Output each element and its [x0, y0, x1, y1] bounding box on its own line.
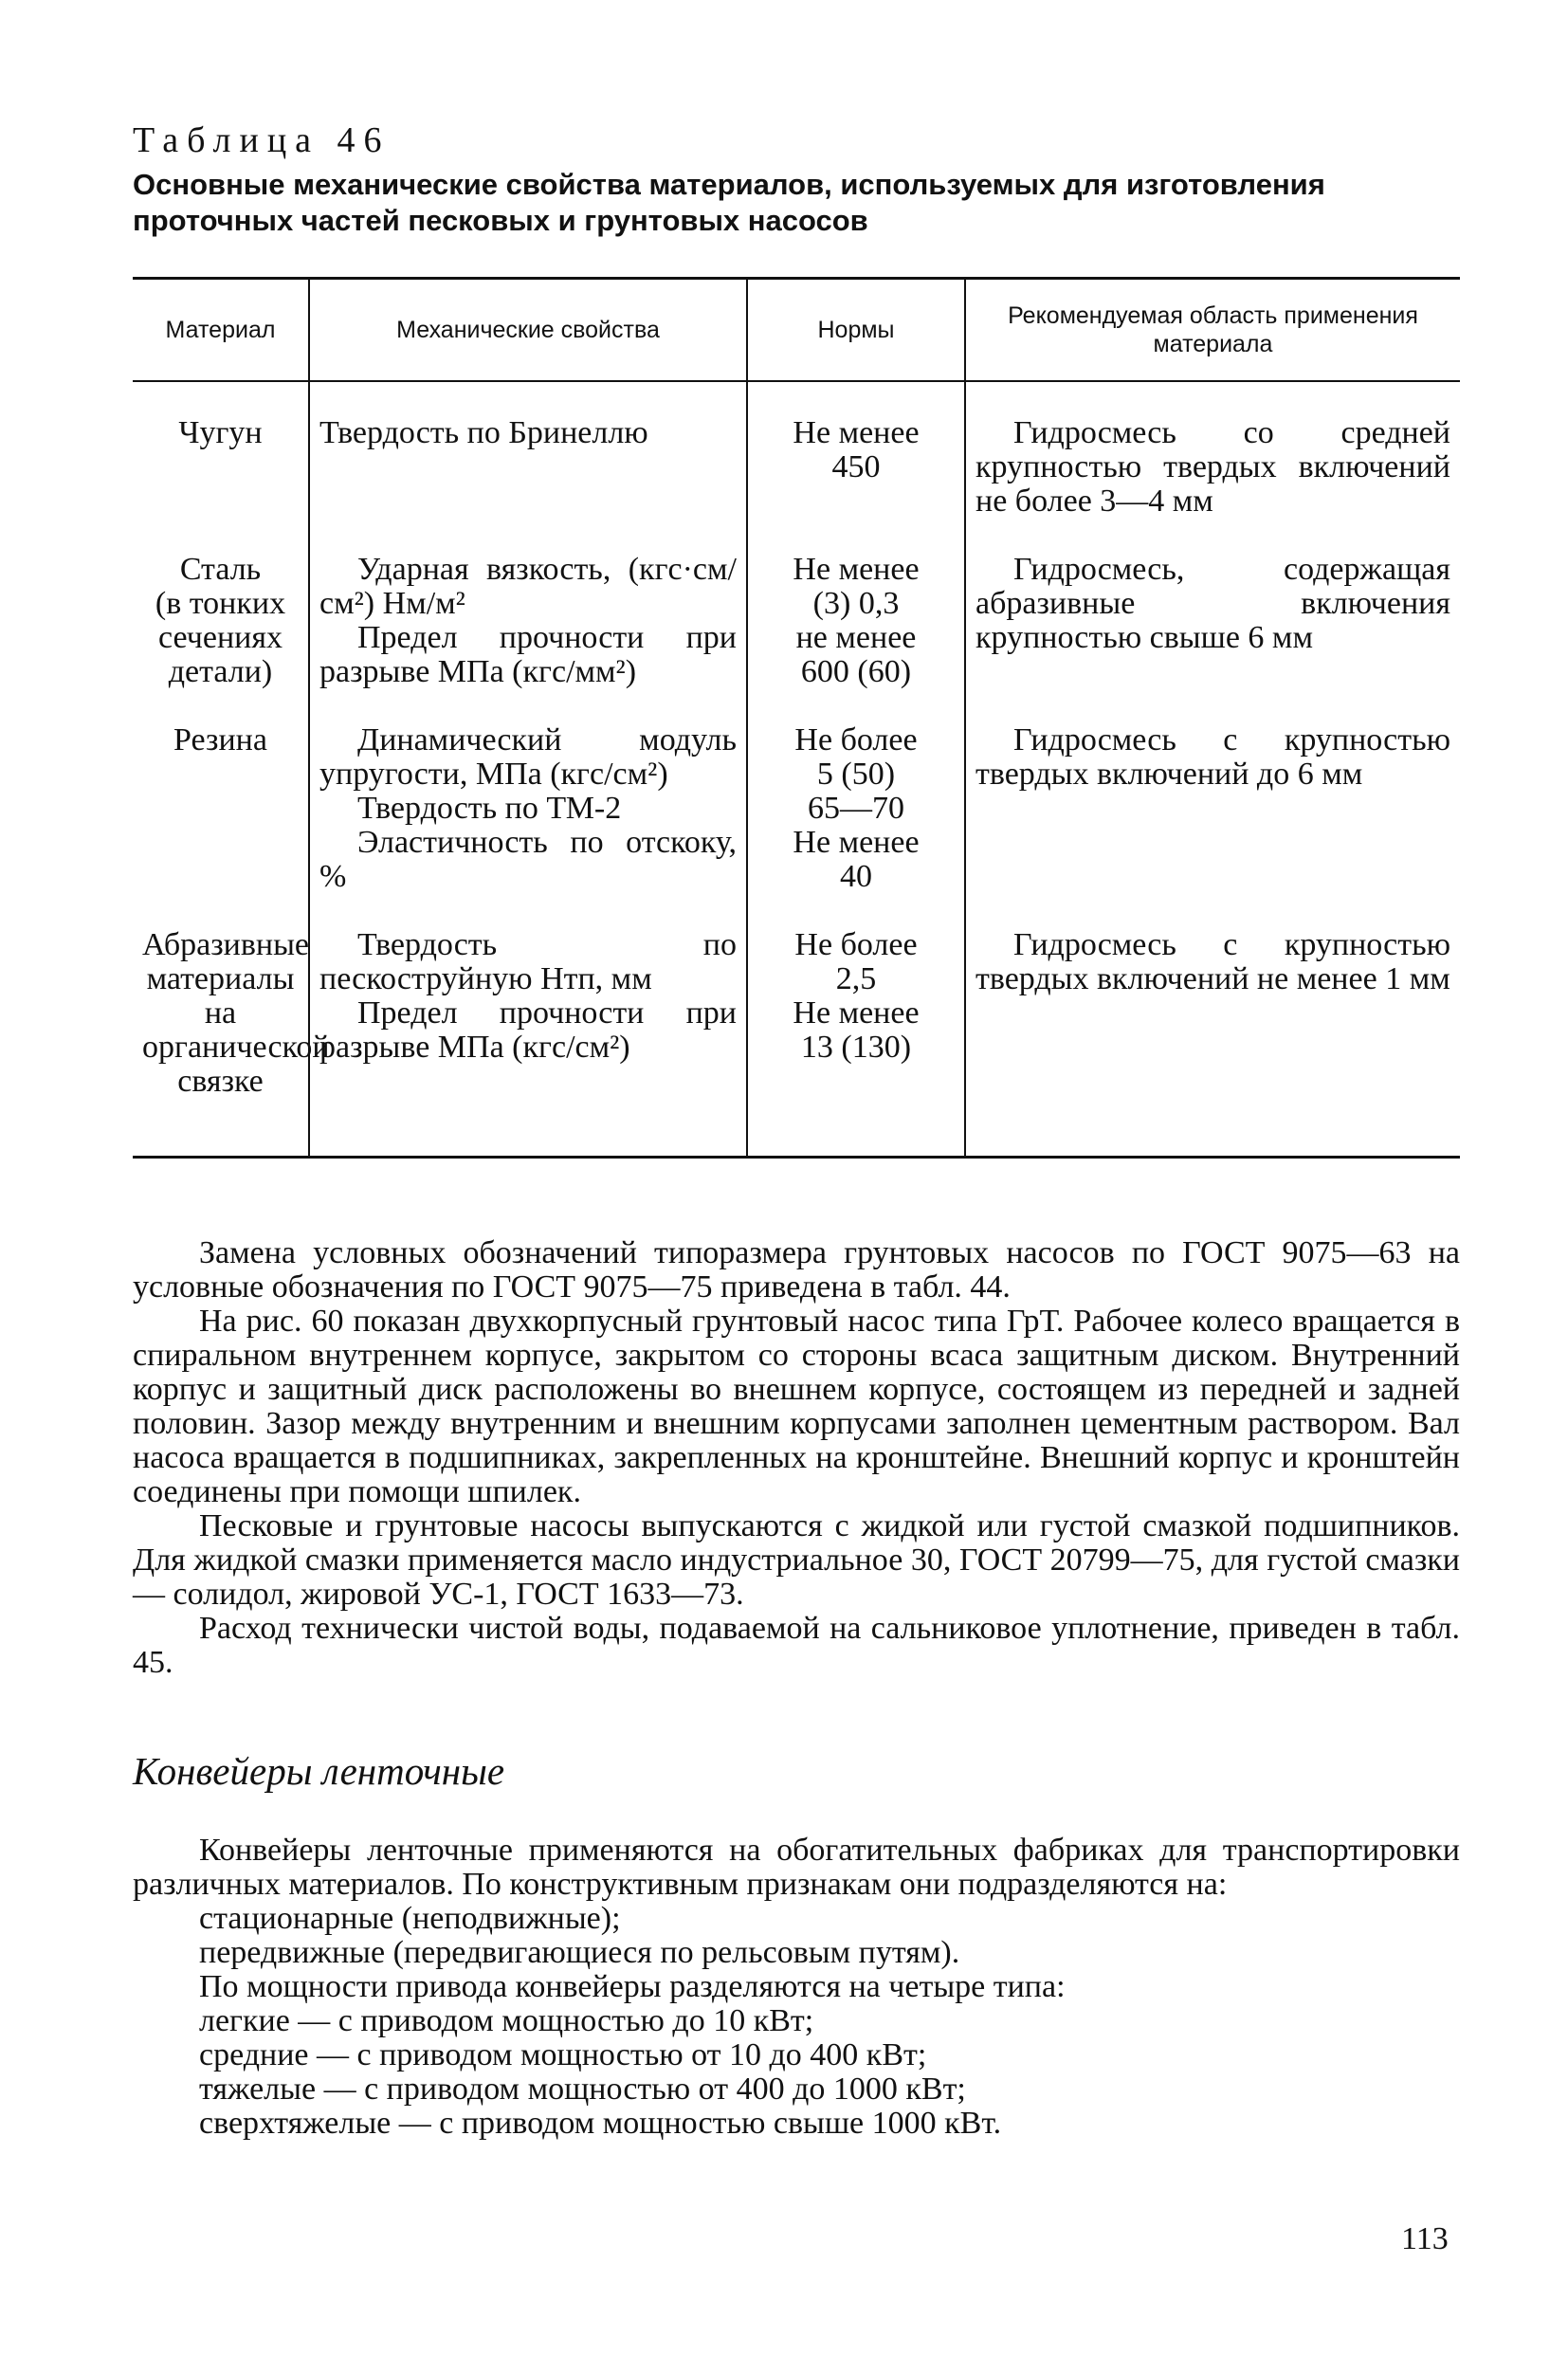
table-row — [133, 928, 1460, 1158]
properties-table — [133, 277, 1460, 1159]
material-line: Абразивные — [142, 927, 310, 962]
material-line: органической — [142, 1030, 330, 1065]
norm-line: Не более — [794, 722, 918, 758]
section-heading: Конвейеры ленточные — [133, 1749, 505, 1793]
paragraph: Замена условных обозначений типоразмера грунтовых насосов по ГОСТ 9075—63 на условные обозначения по ГОСТ 9075—75 приведена в табл. 44. — [133, 1235, 1460, 1305]
property-line: Динамический модуль упругости, МПа (кгс/см²) — [319, 722, 737, 792]
table-row — [133, 381, 1460, 553]
table-row — [133, 723, 1460, 928]
paragraph: Расход технически чистой воды, подаваемой на сальниковое уплотнение, приведен в табл. 45. — [133, 1611, 1460, 1680]
header-norms: Нормы — [747, 279, 965, 382]
list-item: стационарные (неподвижные); — [199, 1901, 621, 1936]
page-number: 113 — [1401, 2221, 1449, 2256]
material-line: (в тонких — [155, 586, 286, 621]
norm-line: 65—70 — [808, 791, 904, 826]
material-line: связке — [177, 1064, 264, 1099]
norm-line: Не менее — [793, 825, 920, 860]
table-row — [133, 553, 1460, 723]
material-line: материалы на — [146, 961, 295, 1031]
norm-line: не менее — [795, 620, 917, 655]
material-line: Сталь — [179, 552, 262, 587]
cell-material — [133, 381, 309, 553]
norm-line: Не менее — [793, 552, 920, 587]
material-line: сечениях — [158, 620, 283, 655]
list-item: По мощности привода конвейеры разделяются на четыре типа: — [199, 1969, 1066, 2004]
header-material: Материал — [133, 279, 309, 382]
norm-line: Не менее — [793, 415, 920, 450]
paragraph: Песковые и грунтовые насосы выпускаются с жидкой или густой смазкой подшипников. Для жидкой смазки применяется масло индустриальное 30, ГОСТ 20799—75, для густой смазки — солидол, жировой УС-1, ГОСТ 1633—73. — [133, 1508, 1460, 1612]
list-item: легкие — с приводом мощностью до 10 кВт; — [199, 2003, 814, 2038]
paragraph: На рис. 60 показан двухкорпусный грунтовый насос типа ГрТ. Рабочее колесо вращается в спиральном внутреннем корпусе, закрытом со стороны всаса защитным диском. Внутренний корпус и защитный диск расположены во внешнем корпусе, состоящем из передней и задней половин. Зазор между внутренним и внешним корпусами заполнен цементным раствором. Вал насоса вращается в подшипниках, закрепленных на кронштейне. Внешний корпус и кронштейн соединены при помощи шпилек. — [133, 1304, 1460, 1509]
cell-area: Гидросмесь с крупностью твердых включений не менее 1 мм — [965, 928, 1460, 1158]
list-item: тяжелые — с приводом мощностью от 400 до 1000 кВт; — [199, 2072, 966, 2107]
section-body — [133, 1834, 1460, 1902]
property-line: Эластичность по отскоку, % — [319, 825, 737, 894]
norm-line: (3) 0,3 — [812, 586, 900, 621]
cell-norms — [747, 928, 965, 1158]
property-line: Предел прочности при разрыве МПа (кгс/мм²) — [319, 620, 737, 689]
table-caption: Таблица 46 — [133, 120, 391, 160]
list-item: передвижные (передвигающиеся по рельсовым путям). — [199, 1935, 960, 1970]
material-line: Резина — [173, 722, 267, 758]
table-header-row — [133, 279, 1460, 382]
cell-properties — [309, 928, 747, 1158]
cell-material — [133, 927, 330, 1158]
cell-properties — [309, 553, 747, 723]
material-line: детали) — [168, 654, 273, 689]
cell-material — [133, 553, 309, 723]
cell-area: Гидросмесь со средней крупностью твердых включений не более 3—4 мм — [965, 381, 1460, 553]
cell-properties — [309, 723, 747, 928]
property-line: Твердость по ТМ-2 — [357, 791, 622, 826]
table-title: Основные механические свойства материалов, используемых для изготовления проточных частей песковых и грунтовых насосов — [133, 168, 1325, 237]
property-line: Твердость по пескоструйную Нтп, мм — [319, 927, 737, 996]
cell-norms — [747, 723, 965, 928]
property-line: Предел прочности при разрыве МПа (кгс/см²) — [319, 995, 737, 1065]
material-line: Чугун — [178, 415, 263, 450]
norm-line: 5 (50) — [816, 757, 896, 792]
list-item: сверхтяжелые — с приводом мощностью свыше 1000 кВт. — [199, 2106, 1002, 2141]
cell-properties — [309, 381, 747, 553]
cell-norms — [747, 553, 965, 723]
norm-line: 600 (60) — [800, 654, 912, 689]
page-content — [133, 119, 1460, 2141]
cell-norms — [747, 381, 965, 553]
norm-line: 450 — [831, 449, 881, 484]
cell-material — [133, 723, 309, 928]
norm-line: Не менее — [793, 995, 920, 1031]
norm-line: 40 — [840, 859, 872, 894]
section-intro: Конвейеры ленточные применяются на обогатительных фабриках для транспортировки различных материалов. По конструктивным признакам они подразделяются на: — [133, 1833, 1460, 1902]
cell-area: Гидросмесь с крупностью твердых включений до 6 мм — [965, 723, 1460, 928]
list-item: средние — с приводом мощностью от 10 до 400 кВт; — [199, 2037, 927, 2072]
property-line: Ударная вязкость, (кгс·см/см²) Нм/м² — [319, 552, 737, 621]
norm-line: 2,5 — [835, 961, 877, 996]
cell-area: Гидросмесь, содержащая абразивные включения крупностью свыше 6 мм — [965, 553, 1460, 723]
norm-line: Не более — [794, 927, 918, 962]
header-area: Рекомендуемая область применения материала — [965, 279, 1460, 382]
norm-line: 13 (130) — [800, 1030, 912, 1065]
header-properties: Механические свойства — [309, 279, 747, 382]
body-text — [133, 1236, 1460, 1680]
property-line: Твердость по Бринеллю — [319, 415, 648, 450]
